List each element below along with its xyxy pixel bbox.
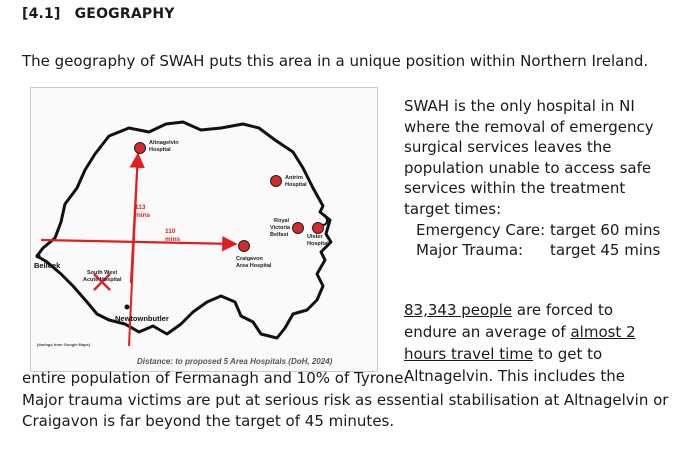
target-emergency (416, 220, 684, 241)
hospital-craigavon-marker (239, 241, 250, 252)
travel-time-highlight-2: hours travel time (404, 345, 534, 363)
travel-time-highlight: almost 2 (570, 323, 636, 341)
bottom-text (22, 368, 682, 433)
target-trauma (416, 240, 684, 261)
people-count: 83,343 people (404, 301, 513, 319)
stat-text-part: to get to (533, 345, 603, 363)
newtownbutler-dot (125, 305, 130, 310)
label-altnagelvin-2: Hospital (149, 147, 171, 153)
side-line: SWAH is the only hospital in NI (404, 97, 635, 115)
label-110-mins: mins (165, 236, 181, 243)
ni-hospital-map (30, 87, 378, 372)
target-value: target 60 mins (550, 220, 661, 239)
target-label: Major Trauma: (416, 241, 524, 260)
side-line: population unable to access safe (404, 158, 652, 177)
belleek-dot (36, 254, 41, 259)
side-line: services within the treatment (404, 179, 626, 198)
route-arrow-craigavon (41, 240, 236, 244)
side-line: where the removal of emergency (404, 117, 654, 136)
hospital-ulster-marker (313, 223, 324, 234)
bottom-line: Major trauma victims are put at serious risk as essential stabilisation at Altnagelvin or (22, 390, 669, 409)
side-line: target times: (404, 199, 502, 218)
label-110: 110 (165, 228, 176, 235)
label-royal: Royal (274, 218, 289, 224)
side-line: surgical services leaves the (404, 138, 612, 157)
map-credit: (timings from Google Maps) (37, 342, 91, 347)
side-text (404, 96, 684, 261)
label-antrim-2: Hospital (285, 182, 307, 188)
section-number: [4.1] (22, 6, 61, 22)
stat-text-part: are forced to (512, 301, 614, 319)
hospital-royal-marker (293, 223, 304, 234)
label-royal-3: Belfast (270, 232, 289, 238)
label-belleek: Belleek (34, 261, 61, 270)
label-newtownbutler: Newtownbutler (115, 314, 169, 323)
label-altnagelvin: Altnagelvin (149, 140, 179, 146)
label-swah-2: Acute Hospital (83, 277, 122, 283)
map-svg (31, 88, 379, 373)
label-royal-2: Victoria (270, 225, 291, 231)
stat-text-part: endure an average of (404, 323, 571, 341)
bottom-line: entire population of Fermanagh and 10% of Tyrone. (22, 369, 409, 387)
target-value: target 45 mins (550, 241, 661, 260)
label-craigavon-2: Area Hospital (236, 263, 272, 269)
section-title: GEOGRAPHY (74, 6, 175, 22)
label-113: 113 (135, 204, 146, 211)
intro-text: The geography of SWAH puts this area in a unique position within Northern Ireland. (22, 52, 649, 70)
label-ulster-2: Hospital (307, 241, 329, 247)
label-113-mins: mins (135, 212, 151, 219)
hospital-altnagelvin-marker (135, 143, 146, 154)
target-label: Emergency Care: (416, 220, 546, 239)
bottom-line: Craigavon is far beyond the target of 45 minutes. (22, 412, 395, 430)
hospital-antrim-marker (271, 176, 282, 187)
label-antrim: Antrim (285, 175, 303, 181)
section-heading (22, 6, 175, 22)
map-caption: Distance: to proposed 5 Area Hospitals (DoH, 2024) (137, 357, 333, 366)
label-craigavon: Craigavon (236, 256, 263, 262)
label-swah: South West (87, 270, 118, 276)
label-ulster: Ulster (307, 234, 323, 240)
stat-text-part: Altnagelvin. This includes the (404, 367, 625, 385)
